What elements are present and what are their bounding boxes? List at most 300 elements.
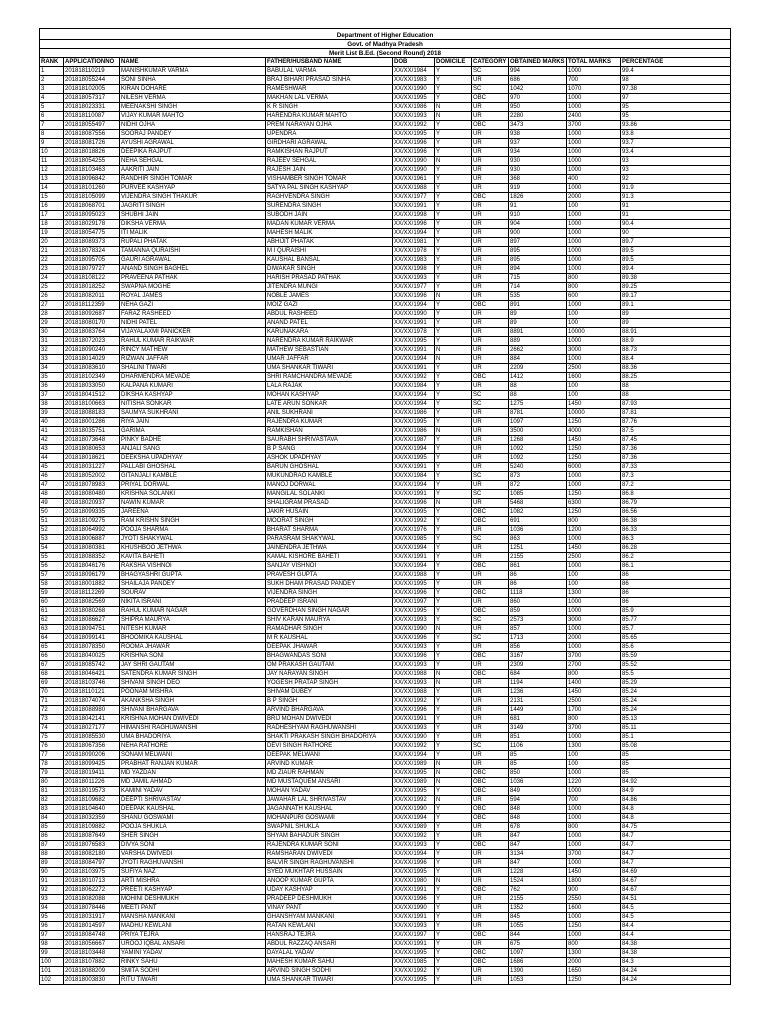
- percentage-cell: 85.13: [621, 715, 731, 724]
- father-husband-name-cell: K R SINGH: [266, 103, 393, 112]
- application-no-cell: 201818054775: [64, 229, 120, 238]
- obtained-marks-cell: 851: [509, 733, 567, 742]
- obtained-marks-cell: 1390: [509, 967, 567, 976]
- category-cell: OBC: [472, 769, 509, 778]
- domicile-cell: Y: [435, 751, 472, 760]
- domicile-cell: Y: [435, 643, 472, 652]
- father-husband-name-cell: GIRDHARI AGRAWAL: [266, 139, 393, 148]
- table-row: [40, 742, 731, 751]
- father-husband-name-cell: PRAVESH GUPTA: [266, 571, 393, 580]
- rank-cell: 82: [40, 796, 64, 805]
- department-title: Department of Higher Education: [40, 29, 731, 40]
- father-husband-name-cell: KAMAL KISHORE BAHETI: [266, 553, 393, 562]
- name-cell: DEEPAK KAUSHAL: [120, 805, 266, 814]
- table-row: [40, 166, 731, 175]
- dob-cell: XX/XX/1995: [393, 454, 435, 463]
- total-marks-cell: 1450: [567, 400, 621, 409]
- total-marks-cell: 1000: [567, 841, 621, 850]
- category-cell: OBC: [472, 562, 509, 571]
- name-cell: RINKY SAHU: [120, 958, 266, 967]
- obtained-marks-cell: 1092: [509, 445, 567, 454]
- rank-cell: 43: [40, 445, 64, 454]
- dob-cell: XX/XX/1988: [393, 688, 435, 697]
- rank-cell: 38: [40, 400, 64, 409]
- category-cell: OBC: [472, 949, 509, 958]
- percentage-cell: 85.5: [621, 670, 731, 679]
- obtained-marks-cell: 3473: [509, 121, 567, 130]
- category-cell: UR: [472, 418, 509, 427]
- application-no-cell: 201818079727: [64, 265, 120, 274]
- table-row: [40, 841, 731, 850]
- dob-cell: XX/XX/1995: [393, 949, 435, 958]
- total-marks-cell: 1300: [567, 742, 621, 751]
- rank-cell: 34: [40, 364, 64, 373]
- category-cell: UR: [472, 679, 509, 688]
- domicile-cell: Y: [435, 481, 472, 490]
- domicile-cell: Y: [435, 688, 472, 697]
- name-cell: JAY SHRI GAUTAM: [120, 661, 266, 670]
- total-marks-cell: 100: [567, 580, 621, 589]
- application-no-cell: 201818099425: [64, 760, 120, 769]
- percentage-cell: 87.76: [621, 418, 731, 427]
- total-marks-cell: 1000: [567, 229, 621, 238]
- rank-cell: 93: [40, 895, 64, 904]
- table-row: [40, 265, 731, 274]
- table-row: [40, 301, 731, 310]
- application-no-cell: 201818027177: [64, 724, 120, 733]
- obtained-marks-cell: 2573: [509, 616, 567, 625]
- domicile-cell: Y: [435, 967, 472, 976]
- application-no-cell: 201818078350: [64, 643, 120, 652]
- rank-cell: 62: [40, 616, 64, 625]
- application-no-cell: 201818072023: [64, 337, 120, 346]
- father-husband-name-cell: BABULAL VARMA: [266, 67, 393, 76]
- obtained-marks-cell: 715: [509, 274, 567, 283]
- percentage-cell: 95: [621, 112, 731, 121]
- rank-cell: 59: [40, 589, 64, 598]
- table-row: [40, 679, 731, 688]
- dob-cell: XX/XX/1996: [393, 499, 435, 508]
- percentage-cell: 86.38: [621, 517, 731, 526]
- obtained-marks-cell: 691: [509, 517, 567, 526]
- obtained-marks-cell: 1106: [509, 742, 567, 751]
- domicile-cell: N: [435, 346, 472, 355]
- domicile-cell: Y: [435, 904, 472, 913]
- total-marks-cell: 100: [567, 751, 621, 760]
- table-row: [40, 634, 731, 643]
- percentage-cell: 87.33: [621, 463, 731, 472]
- obtained-marks-cell: 848: [509, 805, 567, 814]
- application-no-cell: 201818011226: [64, 778, 120, 787]
- category-cell: UR: [472, 112, 509, 121]
- table-row: [40, 868, 731, 877]
- father-husband-name-cell: SYED MUKHTAR HUSSAIN: [266, 868, 393, 877]
- name-cell: DEEPTI SHRIVASTAV: [120, 796, 266, 805]
- obtained-marks-cell: 2662: [509, 346, 567, 355]
- domicile-cell: N: [435, 625, 472, 634]
- name-cell: FARAZ RASHEED: [120, 310, 266, 319]
- name-cell: RITU TIWARI: [120, 976, 266, 985]
- dob-cell: XX/XX/1989: [393, 823, 435, 832]
- domicile-cell: N: [435, 769, 472, 778]
- application-no-cell: 201818107882: [64, 958, 120, 967]
- dob-cell: XX/XX/1996: [393, 148, 435, 157]
- rank-cell: 5: [40, 103, 64, 112]
- table-row: [40, 661, 731, 670]
- obtained-marks-cell: 910: [509, 211, 567, 220]
- application-no-cell: 201818031917: [64, 913, 120, 922]
- table-row: [40, 625, 731, 634]
- total-marks-cell: 1000: [567, 256, 621, 265]
- percentage-cell: 84.67: [621, 877, 731, 886]
- domicile-cell: Y: [435, 256, 472, 265]
- total-marks-cell: 800: [567, 715, 621, 724]
- father-husband-name-cell: HARISH PRASAD PATHAK: [266, 274, 393, 283]
- application-no-cell: 201818080653: [64, 445, 120, 454]
- father-husband-name-cell: MADAN KUMAR VERMA: [266, 220, 393, 229]
- domicile-cell: Y: [435, 922, 472, 931]
- percentage-cell: 86: [621, 598, 731, 607]
- father-husband-name-cell: RATAN KEWLANI: [266, 922, 393, 931]
- percentage-cell: 88.73: [621, 346, 731, 355]
- column-header-rank: RANK: [40, 58, 64, 67]
- domicile-cell: Y: [435, 589, 472, 598]
- domicile-cell: Y: [435, 445, 472, 454]
- table-row: [40, 706, 731, 715]
- obtained-marks-cell: 1097: [509, 949, 567, 958]
- total-marks-cell: 3700: [567, 724, 621, 733]
- dob-cell: XX/XX/1989: [393, 778, 435, 787]
- category-cell: UR: [472, 661, 509, 670]
- obtained-marks-cell: 1686: [509, 958, 567, 967]
- table-row: [40, 562, 731, 571]
- obtained-marks-cell: 1092: [509, 454, 567, 463]
- rank-cell: 74: [40, 724, 64, 733]
- category-cell: UR: [472, 760, 509, 769]
- obtained-marks-cell: 2131: [509, 697, 567, 706]
- name-cell: ROYAL JAMES: [120, 292, 266, 301]
- table-row: [40, 940, 731, 949]
- percentage-cell: 90: [621, 229, 731, 238]
- dob-cell: XX/XX/1997: [393, 931, 435, 940]
- percentage-cell: 93.86: [621, 121, 731, 130]
- domicile-cell: Y: [435, 895, 472, 904]
- name-cell: RIYA JAIN: [120, 418, 266, 427]
- percentage-cell: 93.8: [621, 130, 731, 139]
- rank-cell: 79: [40, 769, 64, 778]
- dob-cell: XX/XX/1996: [393, 634, 435, 643]
- father-husband-name-cell: ANIL SUKHRANI: [266, 409, 393, 418]
- application-no-cell: 201818085742: [64, 661, 120, 670]
- percentage-cell: 86.3: [621, 535, 731, 544]
- percentage-cell: 93.4: [621, 148, 731, 157]
- percentage-cell: 87.93: [621, 400, 731, 409]
- total-marks-cell: 3000: [567, 616, 621, 625]
- rank-cell: 13: [40, 175, 64, 184]
- rank-cell: 101: [40, 967, 64, 976]
- dob-cell: XX/XX/1993: [393, 724, 435, 733]
- father-husband-name-cell: MOHAN KASHYAP: [266, 391, 393, 400]
- percentage-cell: 85: [621, 751, 731, 760]
- dob-cell: XX/XX/1992: [393, 517, 435, 526]
- percentage-cell: 84.4: [621, 931, 731, 940]
- domicile-cell: Y: [435, 931, 472, 940]
- category-cell: OBC: [472, 94, 509, 103]
- category-cell: UR: [472, 274, 509, 283]
- domicile-cell: Y: [435, 607, 472, 616]
- domicile-cell: Y: [435, 544, 472, 553]
- name-cell: SHUBHI JAIN: [120, 211, 266, 220]
- total-marks-cell: 100: [567, 391, 621, 400]
- domicile-cell: Y: [435, 274, 472, 283]
- domicile-cell: Y: [435, 535, 472, 544]
- father-husband-name-cell: B P SINGH: [266, 697, 393, 706]
- dob-cell: XX/XX/1961: [393, 175, 435, 184]
- father-husband-name-cell: MAHESH KUMAR SAHU: [266, 958, 393, 967]
- percentage-cell: 84.3: [621, 958, 731, 967]
- percentage-cell: 86: [621, 589, 731, 598]
- application-no-cell: 201818052002: [64, 472, 120, 481]
- application-no-cell: 201818054255: [64, 157, 120, 166]
- category-cell: UR: [472, 256, 509, 265]
- name-cell: ANAND SINGH BAGHEL: [120, 265, 266, 274]
- category-cell: OBC: [472, 121, 509, 130]
- name-cell: RUPALI PHATAK: [120, 238, 266, 247]
- dob-cell: XX/XX/1995: [393, 607, 435, 616]
- application-no-cell: 201818087556: [64, 130, 120, 139]
- dob-cell: XX/XX/1977: [393, 283, 435, 292]
- application-no-cell: 201818095023: [64, 211, 120, 220]
- total-marks-cell: 800: [567, 283, 621, 292]
- obtained-marks-cell: 1055: [509, 922, 567, 931]
- obtained-marks-cell: 1524: [509, 877, 567, 886]
- name-cell: POOJA SHUKLA: [120, 823, 266, 832]
- total-marks-cell: 1000: [567, 931, 621, 940]
- dob-cell: XX/XX/1985: [393, 535, 435, 544]
- application-no-cell: 201818088352: [64, 553, 120, 562]
- name-cell: DIKSHA KASHYAP: [120, 391, 266, 400]
- obtained-marks-cell: 863: [509, 535, 567, 544]
- percentage-cell: 85.24: [621, 688, 731, 697]
- dob-cell: XX/XX/1978: [393, 247, 435, 256]
- total-marks-cell: 1800: [567, 877, 621, 886]
- name-cell: HIMANSHI RAGHUWANSHI: [120, 724, 266, 733]
- domicile-cell: Y: [435, 787, 472, 796]
- obtained-marks-cell: 2309: [509, 661, 567, 670]
- total-marks-cell: 1450: [567, 544, 621, 553]
- merit-list-title: Merit List B.Ed. (Second Round) 2018: [40, 49, 731, 58]
- rank-cell: 64: [40, 634, 64, 643]
- percentage-cell: 84.69: [621, 868, 731, 877]
- father-husband-name-cell: RADHESHYAM RAGHUWANSHI: [266, 724, 393, 733]
- dob-cell: XX/XX/1991: [393, 886, 435, 895]
- category-cell: UR: [472, 364, 509, 373]
- application-no-cell: 201818018252: [64, 283, 120, 292]
- dob-cell: XX/XX/1992: [393, 121, 435, 130]
- total-marks-cell: 3000: [567, 346, 621, 355]
- category-cell: UR: [472, 796, 509, 805]
- total-marks-cell: 1000: [567, 148, 621, 157]
- father-husband-name-cell: UMA SHANKAR TIWARI: [266, 976, 393, 985]
- rank-cell: 86: [40, 832, 64, 841]
- table-row: [40, 895, 731, 904]
- father-husband-name-cell: SHAKTI PRAKASH SINGH BHADORIYA: [266, 733, 393, 742]
- category-cell: UR: [472, 868, 509, 877]
- percentage-cell: 91.3: [621, 193, 731, 202]
- table-row: [40, 139, 731, 148]
- application-no-cell: 201818078446: [64, 904, 120, 913]
- column-header-application-no: APPLICATIONNO: [64, 58, 120, 67]
- table-row: [40, 904, 731, 913]
- rank-cell: 41: [40, 427, 64, 436]
- domicile-cell: Y: [435, 130, 472, 139]
- domicile-cell: N: [435, 499, 472, 508]
- domicile-cell: Y: [435, 373, 472, 382]
- table-row: [40, 256, 731, 265]
- total-marks-cell: 1000: [567, 607, 621, 616]
- table-row: [40, 850, 731, 859]
- application-no-cell: 201818102005: [64, 85, 120, 94]
- category-cell: UR: [472, 76, 509, 85]
- application-no-cell: 201818082180: [64, 850, 120, 859]
- name-cell: ROOMA JHAWAR: [120, 643, 266, 652]
- percentage-cell: 88.4: [621, 355, 731, 364]
- dob-cell: XX/XX/1992: [393, 967, 435, 976]
- dob-cell: XX/XX/1996: [393, 859, 435, 868]
- table-row: [40, 715, 731, 724]
- category-cell: UR: [472, 463, 509, 472]
- dob-cell: XX/XX/1994: [393, 481, 435, 490]
- total-marks-cell: 1000: [567, 220, 621, 229]
- name-cell: JAGRITI SINGH: [120, 202, 266, 211]
- table-row: [40, 247, 731, 256]
- total-marks-cell: 1000: [567, 472, 621, 481]
- rank-cell: 54: [40, 544, 64, 553]
- obtained-marks-cell: 1228: [509, 868, 567, 877]
- dob-cell: XX/XX/1994: [393, 562, 435, 571]
- percentage-cell: 86.8: [621, 490, 731, 499]
- table-row: [40, 211, 731, 220]
- name-cell: SHER SINGH: [120, 832, 266, 841]
- name-cell: KAVITA BAHETI: [120, 553, 266, 562]
- dob-cell: XX/XX/1993: [393, 661, 435, 670]
- domicile-cell: Y: [435, 706, 472, 715]
- rank-cell: 102: [40, 976, 64, 985]
- category-cell: SC: [472, 400, 509, 409]
- total-marks-cell: 100: [567, 319, 621, 328]
- table-row: [40, 724, 731, 733]
- total-marks-cell: 1000: [567, 238, 621, 247]
- table-row: [40, 598, 731, 607]
- percentage-cell: 90.4: [621, 220, 731, 229]
- father-husband-name-cell: UDAY KASHYAP: [266, 886, 393, 895]
- table-row: [40, 922, 731, 931]
- rank-cell: 81: [40, 787, 64, 796]
- total-marks-cell: 400: [567, 175, 621, 184]
- category-cell: OBC: [472, 301, 509, 310]
- obtained-marks-cell: 2155: [509, 895, 567, 904]
- rank-cell: 76: [40, 742, 64, 751]
- rank-cell: 83: [40, 805, 64, 814]
- obtained-marks-cell: 88: [509, 382, 567, 391]
- obtained-marks-cell: 1352: [509, 904, 567, 913]
- name-cell: SWAPNA MOGHE: [120, 283, 266, 292]
- application-no-cell: 201818088980: [64, 706, 120, 715]
- dob-cell: XX/XX/1996: [393, 589, 435, 598]
- total-marks-cell: 1000: [567, 913, 621, 922]
- total-marks-cell: 1000: [567, 787, 621, 796]
- application-no-cell: 201818102349: [64, 373, 120, 382]
- father-husband-name-cell: JAKIR HUSAIN: [266, 508, 393, 517]
- table-row: [40, 130, 731, 139]
- father-husband-name-cell: RAJESH JAIN: [266, 166, 393, 175]
- father-husband-name-cell: SHIVAM DUBEY: [266, 688, 393, 697]
- name-cell: PRIYAL DORWAL: [120, 481, 266, 490]
- domicile-cell: Y: [435, 832, 472, 841]
- category-cell: UR: [472, 850, 509, 859]
- table-row: [40, 463, 731, 472]
- category-cell: UR: [472, 859, 509, 868]
- domicile-cell: Y: [435, 949, 472, 958]
- total-marks-cell: 1250: [567, 454, 621, 463]
- table-row: [40, 157, 731, 166]
- domicile-cell: Y: [435, 841, 472, 850]
- rank-cell: 87: [40, 841, 64, 850]
- total-marks-cell: 2400: [567, 112, 621, 121]
- percentage-cell: 87.36: [621, 454, 731, 463]
- rank-cell: 95: [40, 913, 64, 922]
- domicile-cell: Y: [435, 193, 472, 202]
- total-marks-cell: 1200: [567, 526, 621, 535]
- father-husband-name-cell: MUKUNDRAO KAMBLE: [266, 472, 393, 481]
- category-cell: UR: [472, 967, 509, 976]
- domicile-cell: Y: [435, 310, 472, 319]
- name-cell: SHIPRA MAURYA: [120, 616, 266, 625]
- obtained-marks-cell: 1194: [509, 679, 567, 688]
- name-cell: NITISHA SONKAR: [120, 400, 266, 409]
- dob-cell: XX/XX/1994: [393, 400, 435, 409]
- table-row: [40, 778, 731, 787]
- table-row: [40, 148, 731, 157]
- category-cell: UR: [472, 319, 509, 328]
- category-cell: UR: [472, 130, 509, 139]
- father-husband-name-cell: MAKHAN LAL VERMA: [266, 94, 393, 103]
- percentage-cell: 85.9: [621, 607, 731, 616]
- name-cell: GAURI AGRAWAL: [120, 256, 266, 265]
- category-cell: SC: [472, 472, 509, 481]
- table-row: [40, 229, 731, 238]
- father-husband-name-cell: PARASRAM SHAKYWAL: [266, 535, 393, 544]
- name-cell: SHIVANI SINGH DEO: [120, 679, 266, 688]
- total-marks-cell: 1000: [567, 832, 621, 841]
- category-cell: SC: [472, 535, 509, 544]
- table-row: [40, 535, 731, 544]
- domicile-cell: Y: [435, 724, 472, 733]
- name-cell: NEHA RATHORE: [120, 742, 266, 751]
- application-no-cell: 201818014597: [64, 922, 120, 931]
- dob-cell: XX/XX/1993: [393, 112, 435, 121]
- total-marks-cell: 1400: [567, 679, 621, 688]
- percentage-cell: 86.56: [621, 508, 731, 517]
- dob-cell: XX/XX/1983: [393, 76, 435, 85]
- obtained-marks-cell: 368: [509, 175, 567, 184]
- table-row: [40, 175, 731, 184]
- table-row: [40, 553, 731, 562]
- percentage-cell: 89.5: [621, 247, 731, 256]
- dob-cell: XX/XX/1992: [393, 796, 435, 805]
- table-row: [40, 76, 731, 85]
- category-cell: UR: [472, 229, 509, 238]
